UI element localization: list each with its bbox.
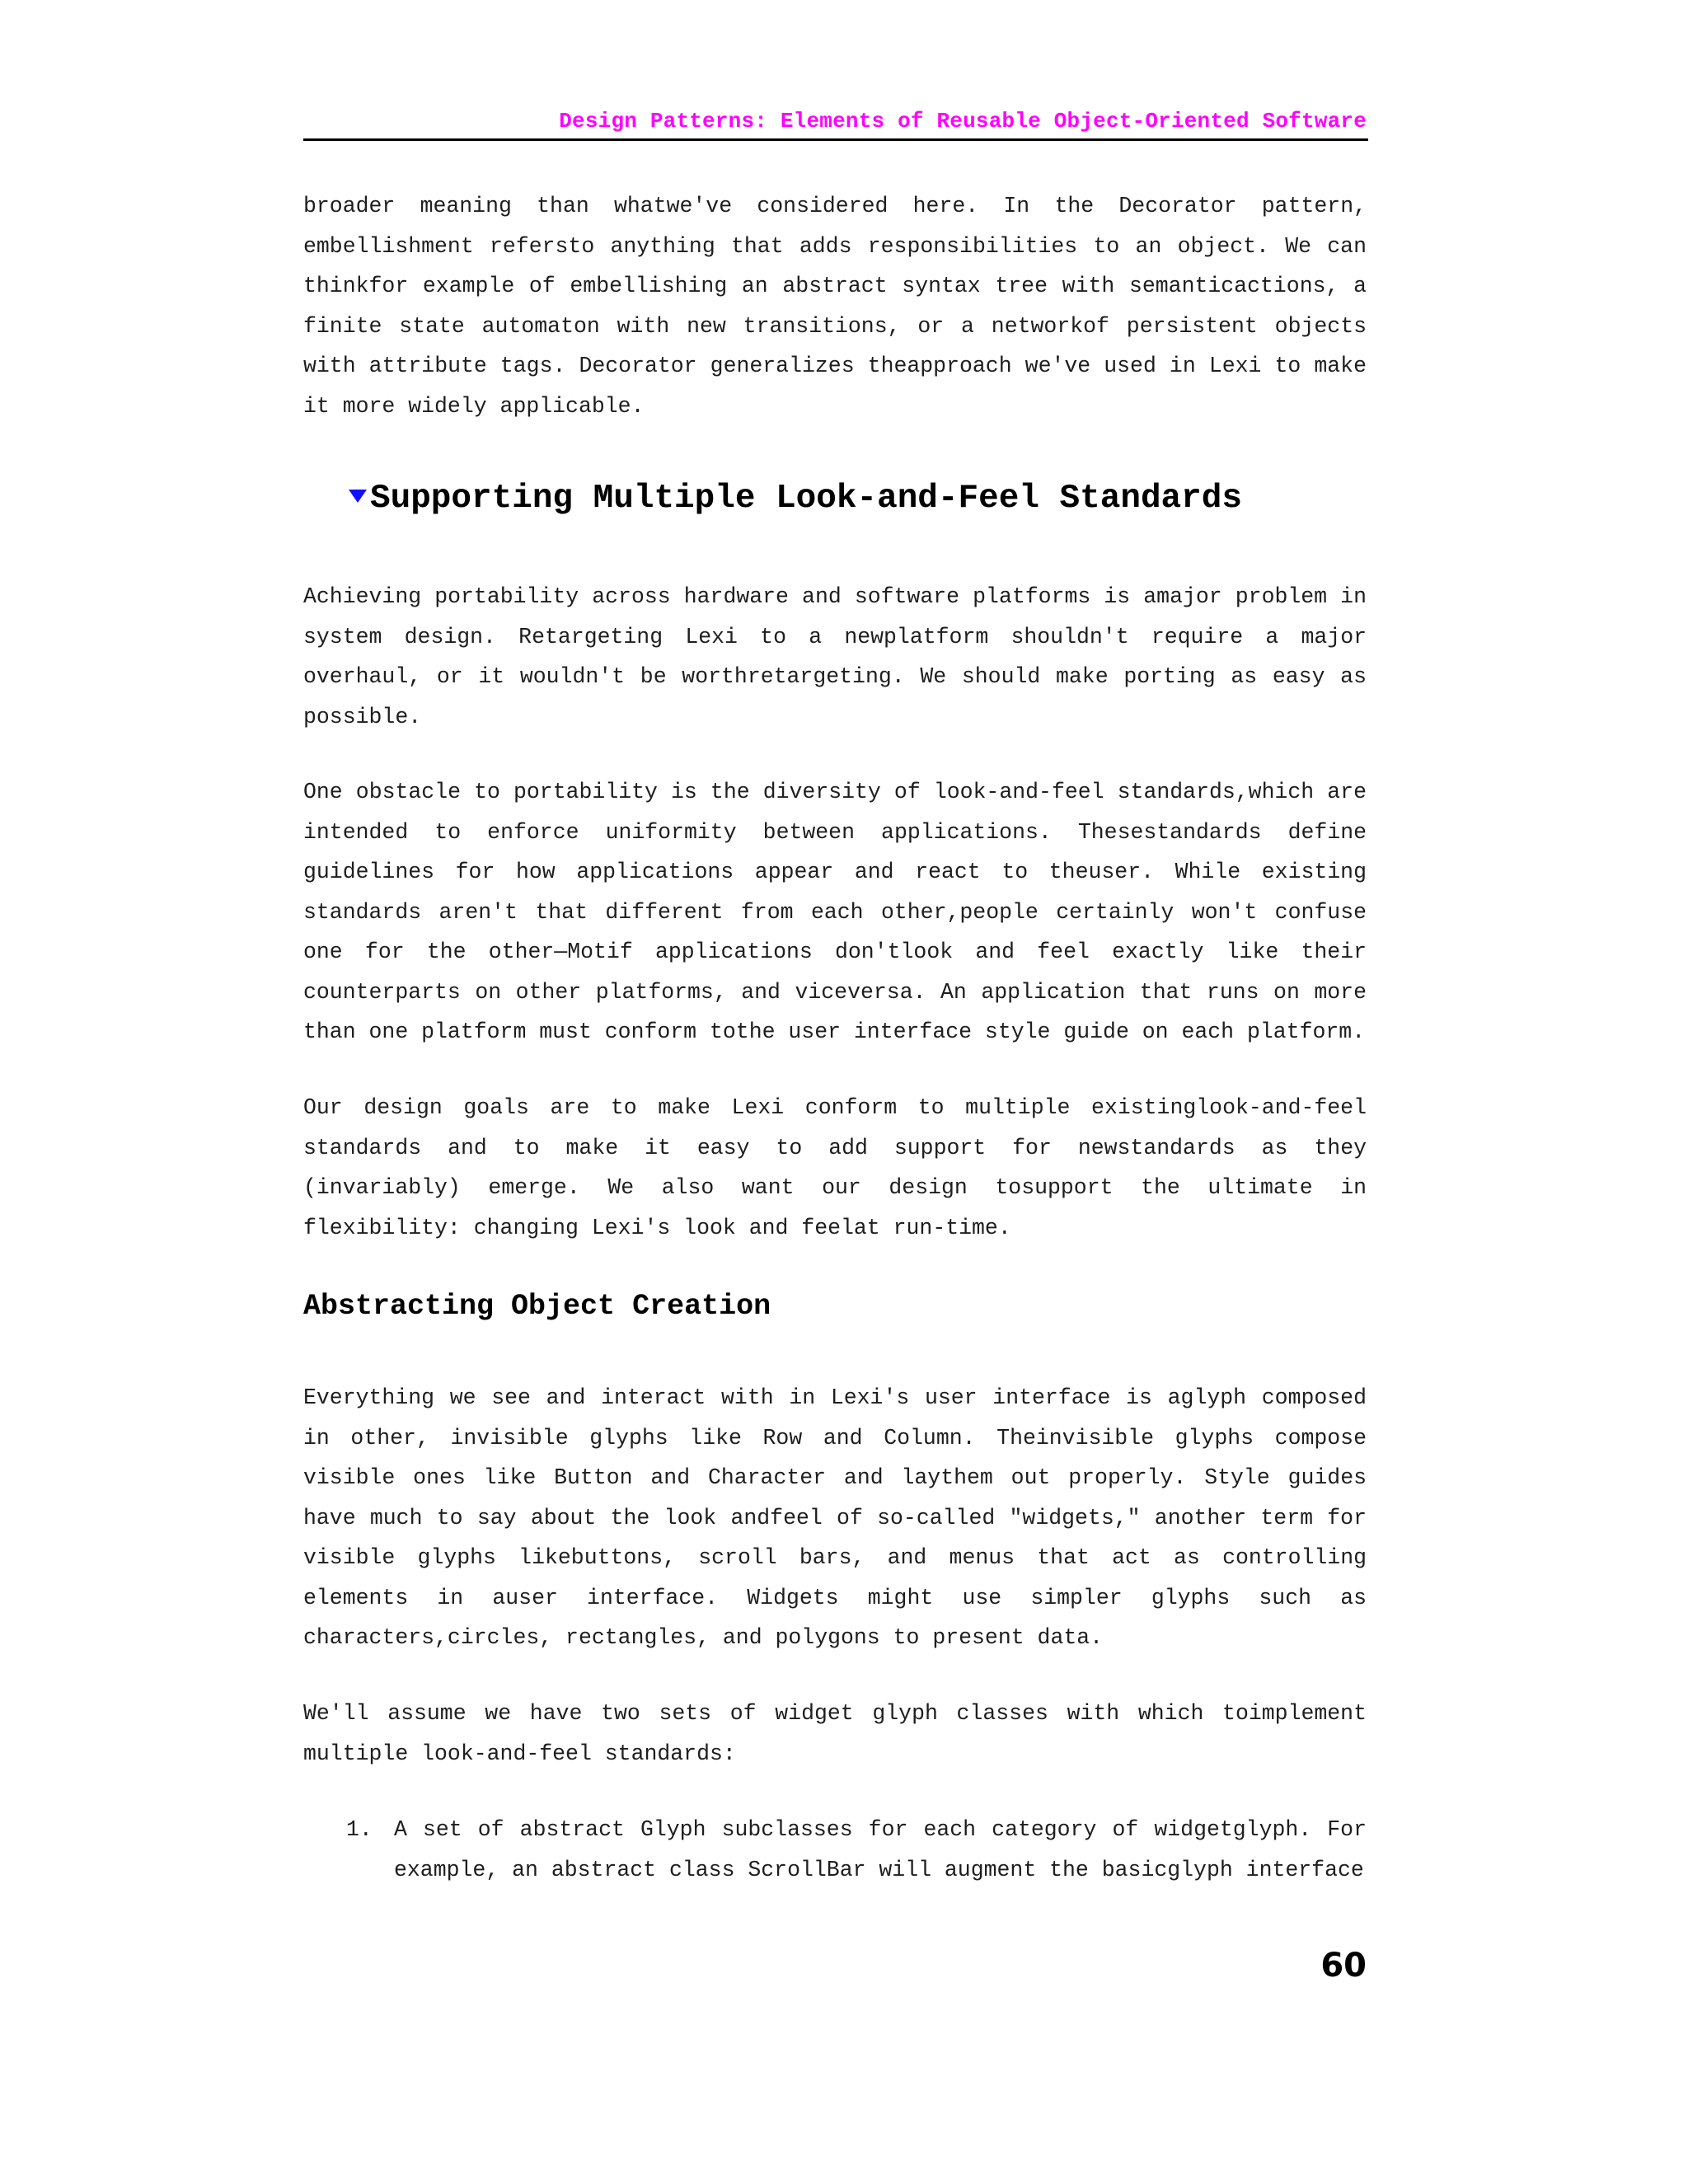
paragraph-look-and-feel-obstacle: One obstacle to portability is the diversity of look-and-feel standards,which are intended to enforce uniformity between applications. Thesestandards define guidelines for how applications appear and react to theuser. While existing standards aren't that different from each other,people certainly won't confuse one for the other—Motif applications don'tlook and feel exactly like their counterparts on other platforms, and viceversa. An application that runs on more than one platform must conform tothe user interface style guide on each platform. [303,780,1367,1044]
paragraph-design-goals: Our design goals are to make Lexi conform to multiple existinglook-and-feel standards and to make it easy to add support for newstandards as they (invariably) emerge. We also want our design tosupport the ultimate in flexibility: changing Lexi's look and feelat run-time. [303,1095,1367,1240]
list-item-number: 1. [346,1817,373,1842]
anchor-triangle-icon[interactable] [349,490,367,503]
section-heading[interactable] [349,480,1242,518]
list-item [346,1810,1367,1890]
section-heading-text: Supporting Multiple Look-and-Feel Standards [370,480,1242,518]
header-rule [303,138,1368,141]
page-number: 60 [1320,1947,1367,1985]
subsection-heading: Abstracting Object Creation [303,1290,771,1323]
paragraph-portability: Achieving portability across hardware and software platforms is amajor problem in system design. Retargeting Lexi to a newplatform shouldn't require a major overhaul, or it wouldn't be worthretargeting. We should make porting as easy as possible. [303,584,1367,729]
list-item-text: A set of abstract Glyph subclasses for each category of widgetglyph. For example, an abstract class ScrollBar will augment the basicglyph interface [394,1817,1367,1882]
paragraph-glyph-widgets: Everything we see and interact with in Lexi's user interface is aglyph composed in other, invisible glyphs like Row and Column. Theinvisible glyphs compose visible ones like Button and Character and laythem out properly. Style guides have much to say about the look andfeel of so-called "widgets," another term for visible glyphs likebuttons, scroll bars, and menus that act as controlling elements in auser interface. Widgets might use simpler glyphs such as characters,circles, rectangles, and polygons to present data. [303,1385,1367,1650]
paragraph-two-sets: We'll assume we have two sets of widget glyph classes with which toimplement multiple look-and-feel standards: [303,1701,1367,1766]
paragraph-decorator-embellishment: broader meaning than whatwe've considered here. In the Decorator pattern, embellishment refersto anything that adds responsibilities to an object. We can thinkfor example of embellishing an abstract syntax tree with semanticactions, a finite state automaton with new transitions, or a networkof persistent objects with attribute tags. Decorator generalizes theapproach we've used in Lexi to make it more widely applicable. [303,194,1367,419]
running-header-title: Design Patterns: Elements of Reusable Object-Oriented Software [559,109,1367,134]
